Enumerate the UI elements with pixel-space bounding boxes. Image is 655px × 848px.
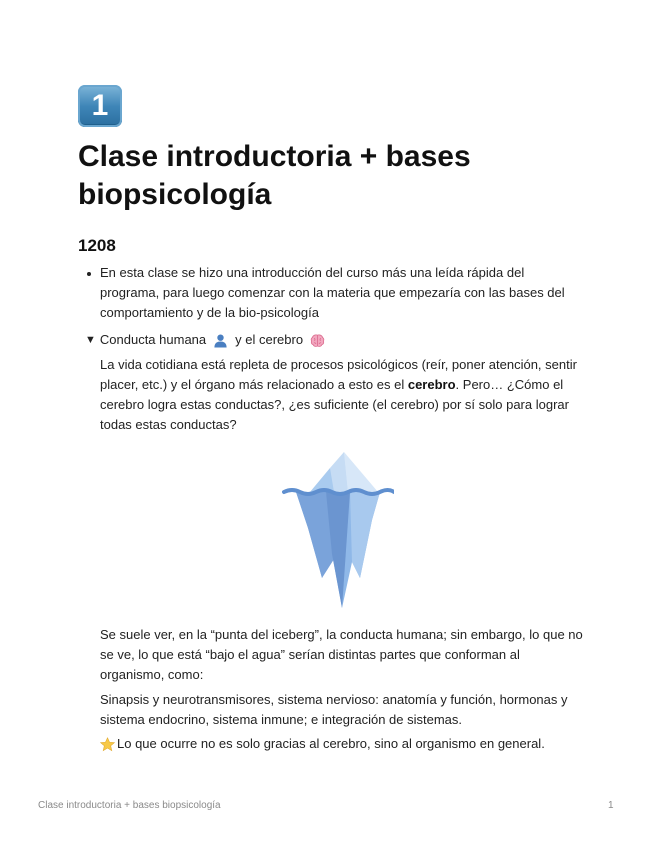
paragraph-intro xyxy=(100,355,585,435)
person-icon xyxy=(213,333,228,348)
toggle-arrow-icon[interactable]: ▼ xyxy=(85,334,96,346)
toggle-label-part1: Conducta humana xyxy=(99,332,207,347)
toggle-conducta-humana[interactable] xyxy=(85,330,328,350)
toggle-label-part2: y el cerebro xyxy=(235,332,304,347)
bullet-dot xyxy=(87,272,91,276)
section-heading: 1208 xyxy=(78,236,116,255)
footer-page-number: 1 xyxy=(608,800,614,811)
paragraph-conclusion xyxy=(100,734,585,754)
badge-number: 1 xyxy=(91,89,109,122)
conclusion-text: Lo que ocurre no es solo gracias al cerebro, sino al organismo en general. xyxy=(117,736,545,751)
page-title: Clase introductoria + bases biopsicología xyxy=(78,140,471,211)
bullet-list xyxy=(78,263,578,323)
keycap-one-icon xyxy=(78,85,122,127)
brain-icon xyxy=(310,333,325,348)
bold-word-cerebro: cerebro xyxy=(407,377,456,392)
list-item-text: En esta clase se hizo una introducción del curso más una leída rápida del programa, para luego comenzar con la materia que empezaría con las bases del comportamiento y de la bio-psicología xyxy=(100,265,565,320)
paragraph-systems: Sinapsis y neurotransmisores, sistema nervioso: anatomía y función, hormonas y sistema endocrino, sistema inmune; e integración de sistemas. xyxy=(100,692,568,727)
list-item xyxy=(78,263,578,323)
iceberg-icon xyxy=(282,450,394,610)
paragraph-intro-text-end: . Pero… ¿Cómo el cerebro logra estas conductas?, ¿es suficiente (el cerebro) por sí solo para lograr todas estas conductas? xyxy=(100,377,569,432)
paragraph-iceberg: Se suele ver, en la “punta del iceberg”, la conducta humana; sin embargo, lo que no se ve, lo que está “bajo el agua” serían distintas partes que conforman al organismo, como: xyxy=(100,627,583,682)
paragraph-intro-text: La vida cotidiana está repleta de procesos psicológicos (reír, poner atención, sentir placer, etc.) y el órgano más relacionado a esto es el xyxy=(100,357,577,392)
star-icon xyxy=(100,737,115,752)
footer-document-title: Clase introductoria + bases biopsicología xyxy=(38,800,221,811)
